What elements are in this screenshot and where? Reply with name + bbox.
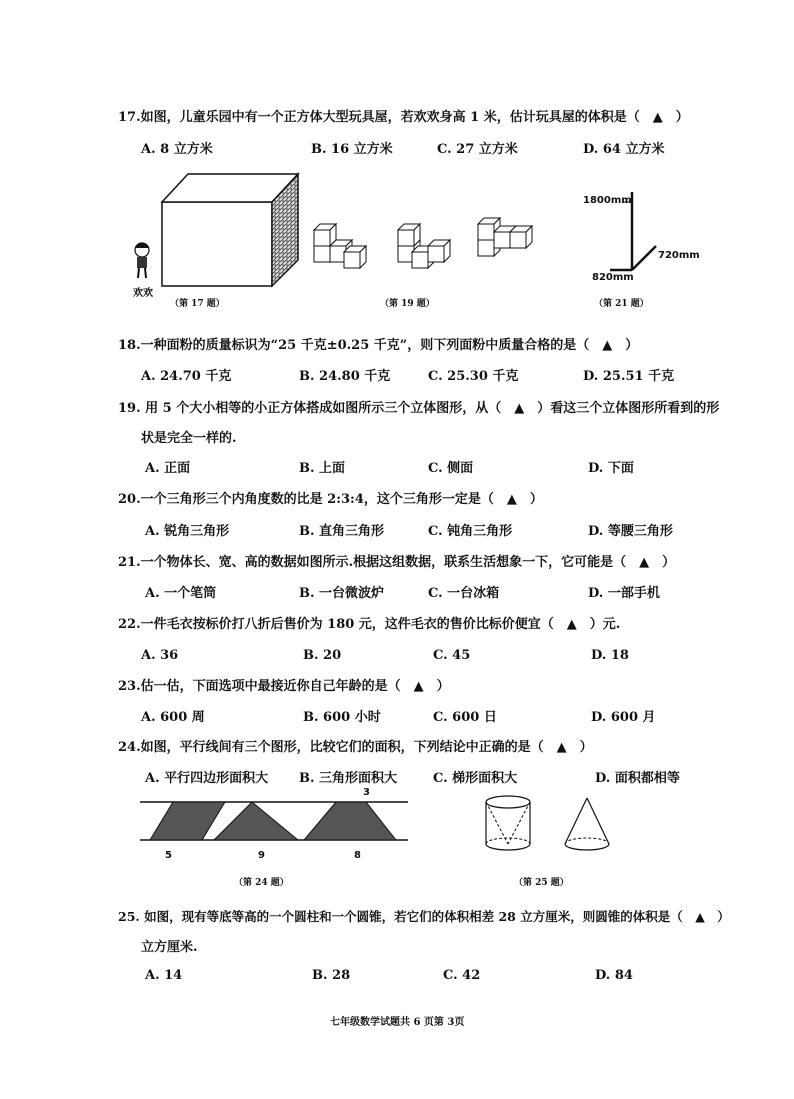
caption-q19: （第 19 题） [380,299,435,309]
fig24-label-5: 5 [165,850,172,861]
q25-stem-line2: 立方厘米. [141,940,198,955]
q24-option-a: A. 平行四边形面积大 [145,771,269,786]
q23-stem: 23.估一估，下面选项中最接近你自己年龄的是（ ▲ ） [118,679,450,694]
q21-option-a: A. 一个笔筒 [145,586,217,601]
caption-q21: （第 21 题） [594,299,649,309]
q19-stem-line2: 状是完全一样的. [141,431,237,446]
figure-24-parallel-shapes [140,796,410,846]
q18-option-a: A. 24.70 千克 [141,369,232,384]
q19-option-b: B. 上面 [299,461,346,476]
q19-option-a: A. 正面 [145,461,191,476]
q18-stem: 18.一种面粉的质量标识为“25 千克±0.25 千克”，则下列面粉中质量合格的是（ ▲ ） [118,338,639,353]
q22-option-d: D. 18 [591,648,629,663]
q22-stem: 22.一件毛衣按标价打八折后售价为 180 元，这件毛衣的售价比标价便宜（ ▲ ）元. [118,617,621,632]
q23-option-b: B. 600 小时 [303,710,381,725]
q23-option-c: C. 600 日 [433,710,497,725]
caption-q24: （第 24 题） [234,878,289,888]
kid-icon [135,243,149,278]
figure-25-cylinder-cone [478,792,638,856]
q18-option-b: B. 24.80 千克 [299,369,391,384]
figure-17-cube [130,168,290,298]
page-footer: 七年级数学试题共 6 页第 3页 [330,1017,465,1028]
q25-option-d: D. 84 [595,968,633,983]
caption-q25: （第 25 题） [514,878,569,888]
q23-option-d: D. 600 月 [591,710,656,725]
q18-option-d: D. 25.51 千克 [583,369,675,384]
dim-height: 1800mm [583,195,632,206]
q19-option-c: C. 侧面 [428,461,474,476]
q25-option-c: C. 42 [443,968,481,983]
kid-label: 欢欢 [133,288,153,299]
q17-option-c: C. 27 立方米 [437,142,518,157]
q17-option-a: A. 8 立方米 [141,142,213,157]
dim-length: 820mm [592,272,634,283]
q21-option-b: B. 一台微波炉 [299,586,385,601]
caption-q17: （第 17 题） [170,299,225,309]
fig24-label-8: 8 [354,850,361,861]
q25-option-a: A. 14 [145,968,183,983]
fig24-label-9: 9 [258,850,265,861]
q21-stem: 21.一个物体长、宽、高的数据如图所示.根据这组数据，联系生活想象一下，它可能是（ ▲ ） [118,555,676,570]
q24-option-c: C. 梯形面积大 [433,771,518,786]
q18-option-c: C. 25.30 千克 [428,369,519,384]
q21-option-d: D. 一部手机 [588,586,660,601]
q25-option-b: B. 28 [312,968,351,983]
q22-option-c: C. 45 [433,648,471,663]
q22-option-b: B. 20 [303,648,342,663]
q20-stem: 20.一个三角形三个内角度数的比是 2:3:4，这个三角形一定是（ ▲ ） [118,492,543,507]
q24-stem: 24.如图，平行线间有三个图形，比较它们的面积，下列结论中正确的是（ ▲ ） [118,740,593,755]
q17-option-d: D. 64 立方米 [583,142,665,157]
q19-stem-line1: 19. 用 5 个大小相等的小正方体搭成如图所示三个立体图形，从（ ▲ ）看这三个立体图形所看到的形 [118,401,720,416]
q17-stem: 17.如图，儿童乐园中有一个正方体大型玩具屋，若欢欢身高 1 米，估计玩具屋的体积是（ ▲ ） [118,110,689,125]
fig24-label-3: 3 [363,787,370,798]
q24-option-d: D. 面积都相等 [595,771,680,786]
q24-option-b: B. 三角形面积大 [299,771,398,786]
q20-option-b: B. 直角三角形 [299,524,385,539]
q21-option-c: C. 一台冰箱 [428,586,500,601]
q17-option-b: B. 16 立方米 [311,142,393,157]
q23-option-a: A. 600 周 [141,710,205,725]
q20-option-a: A. 锐角三角形 [145,524,230,539]
dim-width: 720mm [658,250,700,261]
q20-option-d: D. 等腰三角形 [588,524,673,539]
figure-19-cubes [310,210,550,270]
q22-option-a: A. 36 [141,648,179,663]
q19-option-d: D. 下面 [588,461,634,476]
q20-option-c: C. 钝角三角形 [428,524,513,539]
q25-stem-line1: 25. 如图，现有等底等高的一个圆柱和一个圆锥，若它们的体积相差 28 立方厘米，则圆锥的体积是（ ▲ ） [118,909,730,924]
